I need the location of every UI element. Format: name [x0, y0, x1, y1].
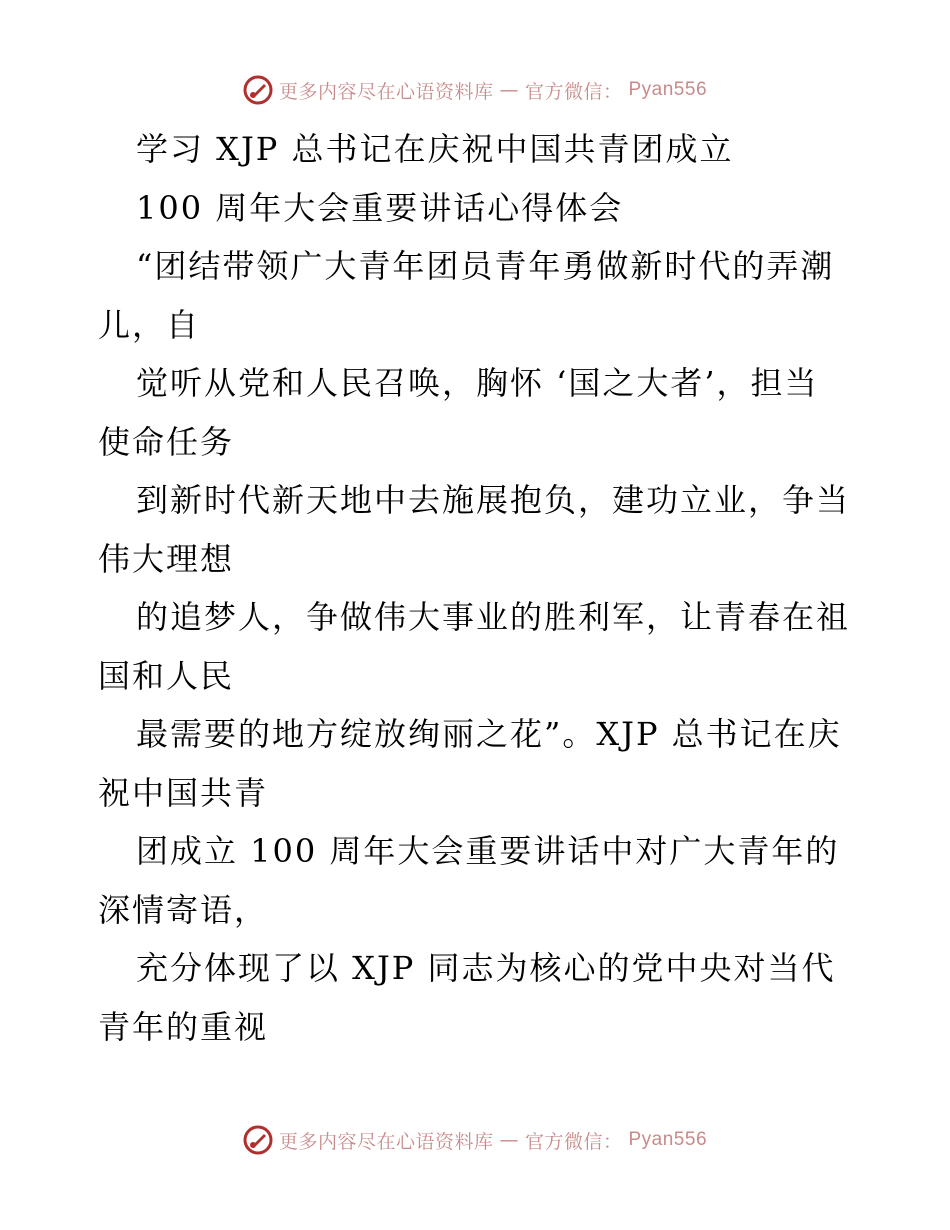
header-watermark [0, 70, 950, 110]
watermark-label: 官方微信： [524, 1130, 623, 1153]
brand-logo-icon [243, 75, 273, 105]
text-line: 100 周年大会重要讲话心得体会 [136, 188, 624, 227]
brand-logo-icon [243, 1125, 273, 1155]
text-line: 的追梦人，争做伟大事业的胜利军，让青春在祖 [136, 598, 851, 636]
text-line: 深情寄语， [98, 890, 269, 929]
text-line: 青年的重视 [98, 1007, 269, 1046]
text-line: 学习 XJP 总书记在庆祝中国共青团成立 [136, 130, 734, 168]
watermark-label: 官方微信： [524, 80, 623, 103]
watermark-wechat-id: Pyan556 [628, 1129, 708, 1150]
document-body [98, 120, 858, 1056]
watermark-text: 更多内容尽在心语资料库 [278, 80, 494, 103]
text-line: “团结带领广大青年团员青年勇做新时代的弄潮 [136, 247, 835, 285]
text-line: 使命任务 [98, 422, 235, 461]
text-line: 儿，自 [98, 305, 201, 344]
text-line: 伟大理想 [98, 539, 235, 578]
watermark-text: 更多内容尽在心语资料库 [278, 1130, 494, 1153]
footer-watermark [0, 1120, 950, 1160]
watermark-wechat-id: Pyan556 [628, 79, 708, 100]
watermark-separator: — [499, 79, 519, 101]
text-line: 充分体现了以 XJP 同志为核心的党中央对当代 [136, 949, 836, 987]
text-line: 最需要的地方绽放绚丽之花”。XJP 总书记在庆 [136, 715, 842, 753]
text-line: 到新时代新天地中去施展抱负，建功立业，争当 [136, 481, 851, 519]
text-line: 觉听从党和人民召唤，胸怀 ‘国之大者’，担当 [136, 364, 819, 402]
text-line: 国和人民 [98, 656, 235, 695]
watermark-separator: — [499, 1129, 519, 1151]
text-line: 祝中国共青 [98, 773, 269, 812]
text-line: 团成立 100 周年大会重要讲话中对广大青年的 [136, 832, 840, 870]
